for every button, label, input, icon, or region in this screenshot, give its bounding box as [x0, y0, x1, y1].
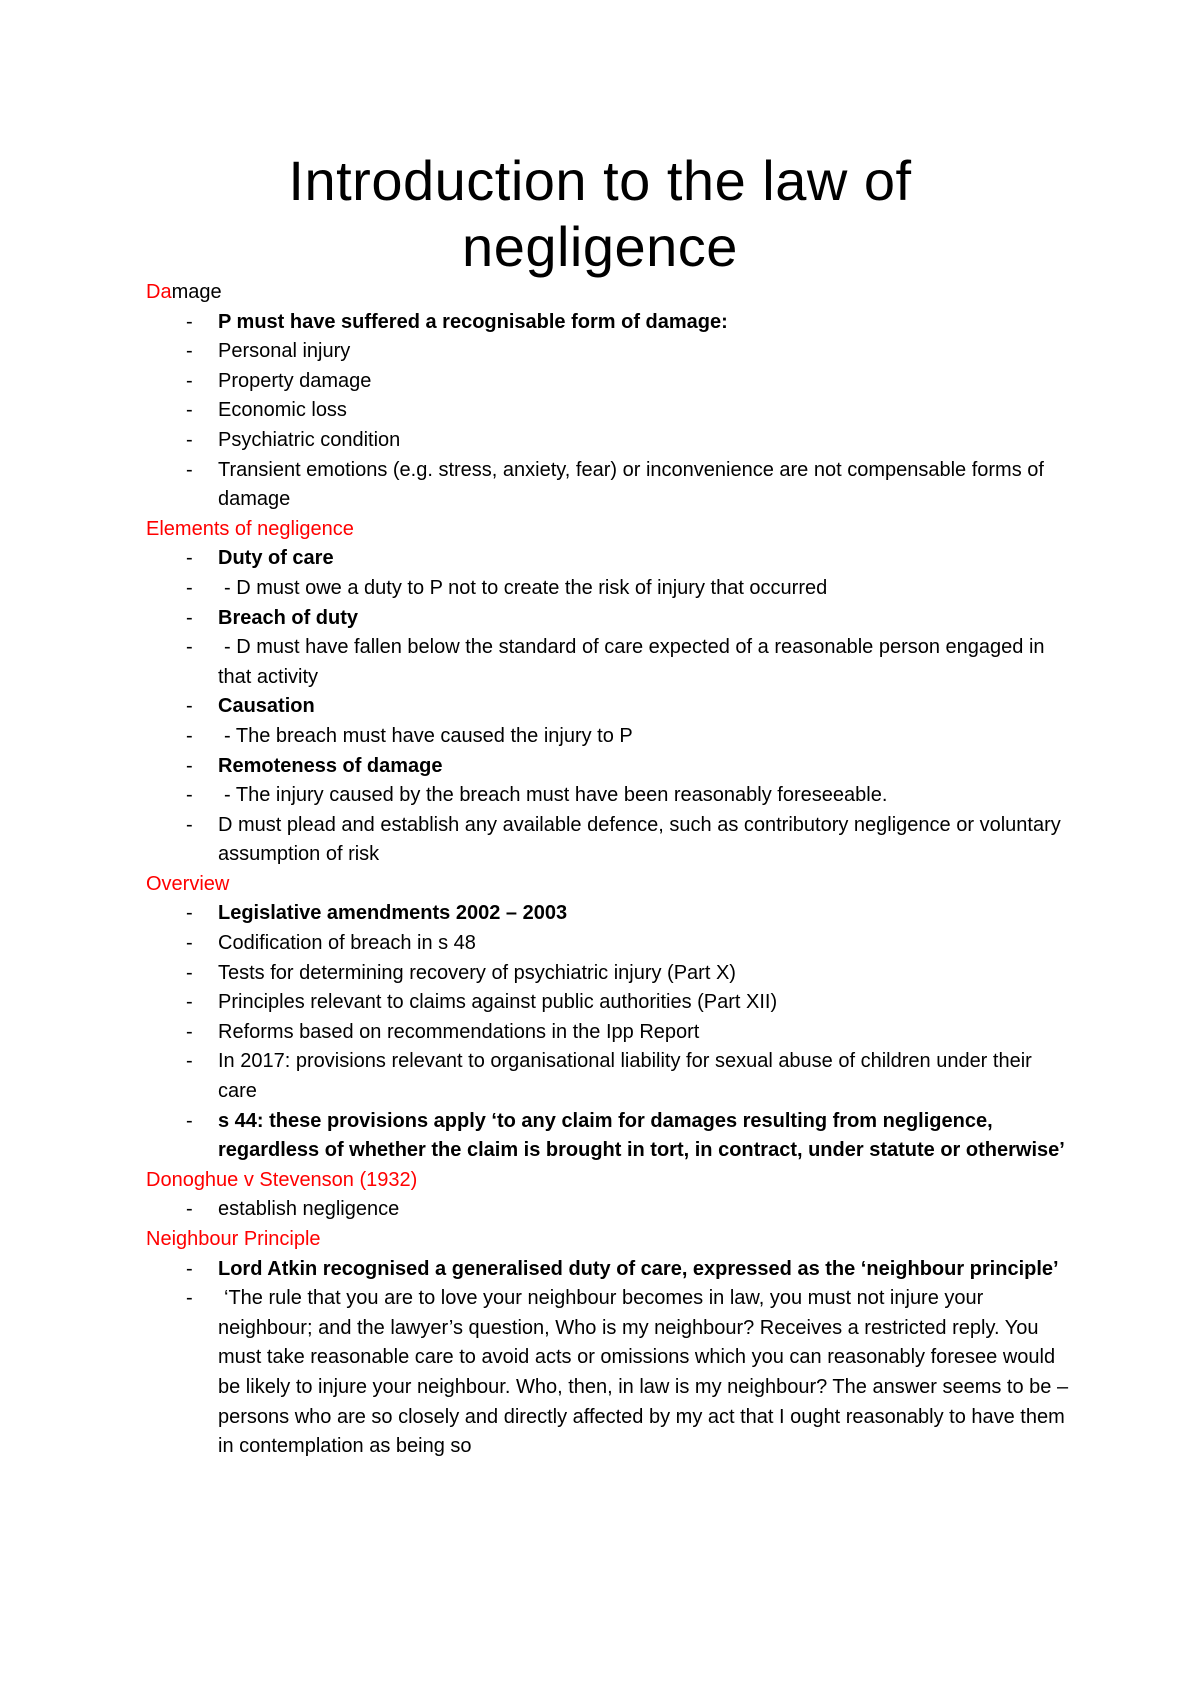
damage-list	[146, 308, 1076, 515]
list-item: - Psychiatric condition	[186, 428, 401, 451]
list-item: - - D must owe a duty to P not to create the risk of injury that occurred	[186, 576, 828, 599]
list-item: - - D must have fallen below the standard of care expected of a reasonable person engaged in that activity	[186, 636, 1045, 688]
list-item: - Tests for determining recovery of psychiatric injury (Part X)	[186, 961, 736, 984]
elements-list	[146, 544, 1076, 870]
list-item: - In 2017: provisions relevant to organisational liability for sexual abuse of children under their care	[186, 1050, 1032, 1103]
list-item: - s 44: these provisions apply ‘to any claim for damages resulting from negligence, regardless of whether the claim is brought in tort, in contract, under statute or otherwise’	[186, 1109, 1065, 1162]
list-item: - Reforms based on recommendations in the Ipp Report	[186, 1020, 700, 1043]
list-item: - ‘The rule that you are to love your neighbour becomes in law, you must not injure your neighbour; and the lawyer’s question, Who is my neighbour? Receives a restricted reply. You must take reasonable care to avoid acts or omissions which you can reasonably foresee would be likely to injure your neighbour. Who, then, in law is my neighbour? The answer seems to be – persons who are so closely and directly affected by my act that I ought reasonably to have them in contemplation as being so	[186, 1287, 1069, 1458]
section-heading-overview: Overview	[146, 872, 230, 895]
title-line-1: Introduction to the law of	[288, 149, 912, 212]
section-heading-donoghue: Donoghue v Stevenson (1932)	[146, 1168, 418, 1191]
section-heading-neighbour: Neighbour Principle	[146, 1228, 321, 1250]
list-item: - establish negligence	[186, 1198, 400, 1221]
list-item: - Lord Atkin recognised a generalised duty of care, expressed as the ‘neighbour principle’	[186, 1257, 1059, 1280]
overview-list	[146, 899, 1076, 1165]
title-line-2: negligence	[462, 215, 738, 278]
list-item: - Legislative amendments 2002 – 2003	[186, 902, 568, 925]
neighbour-list	[146, 1255, 1076, 1462]
list-item: - P must have suffered a recognisable form of damage:	[186, 310, 728, 333]
document-title	[0, 148, 1200, 280]
list-item: - Economic loss	[186, 399, 347, 422]
list-item: - Codification of breach in s 48	[186, 932, 476, 955]
list-item: - Property damage	[186, 369, 372, 392]
section-heading-damage: Damage	[146, 281, 222, 303]
section-heading-elements: Elements of negligence	[146, 517, 354, 540]
donoghue-list	[146, 1195, 1076, 1225]
document-body	[146, 278, 1076, 1462]
list-item: - Duty of care	[186, 547, 334, 570]
list-item: - Causation	[186, 695, 315, 718]
list-item: - Transient emotions (e.g. stress, anxiety, fear) or inconvenience are not compensable forms of damage	[186, 458, 1044, 511]
list-item: - Breach of duty	[186, 606, 359, 629]
list-item: - - The injury caused by the breach must have been reasonably foreseeable.	[186, 784, 888, 807]
list-item: - - The breach must have caused the injury to P	[186, 724, 633, 747]
list-item: - D must plead and establish any available defence, such as contributory negligence or voluntary assumption of risk	[186, 813, 1061, 866]
list-item: - Remoteness of damage	[186, 754, 443, 777]
list-item: - Principles relevant to claims against public authorities (Part XII)	[186, 991, 778, 1014]
list-item: - Personal injury	[186, 340, 351, 363]
